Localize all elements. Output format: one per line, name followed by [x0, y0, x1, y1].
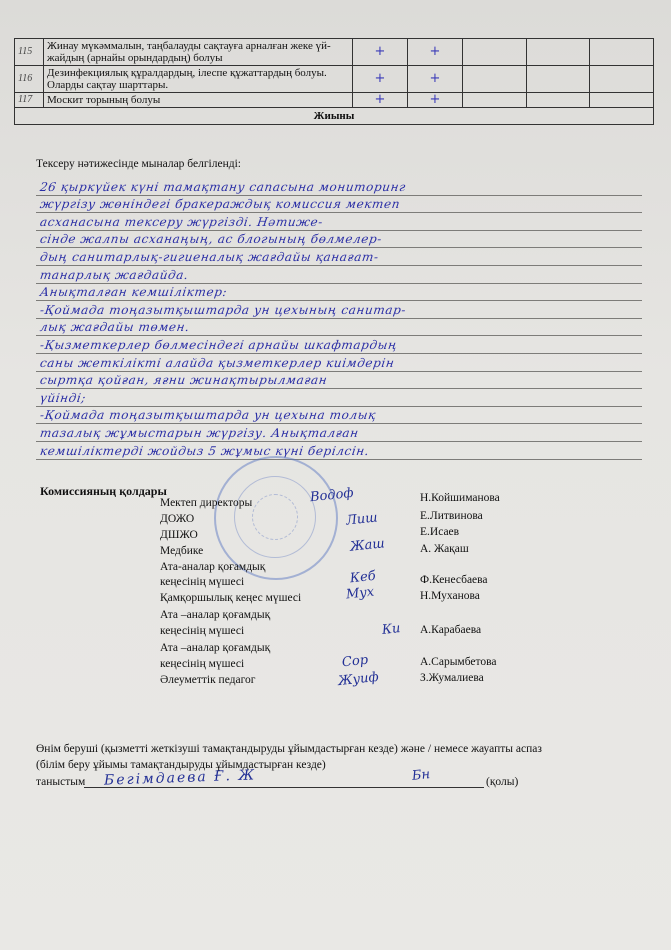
row-mark: +	[408, 39, 463, 66]
row-description: Москит торының болуы	[44, 93, 353, 108]
handwritten-signature: Лиш	[345, 510, 379, 529]
handwritten-signature: Кеб	[349, 568, 377, 587]
handwritten-signature: Жаш	[349, 536, 386, 555]
handwritten-line: саны жеткілікті алайда қызметкерлер киімдерін	[39, 355, 396, 370]
handwritten-line: үйінді;	[39, 390, 87, 405]
producer-handwritten-name: Бегімдаева Ғ. Ж	[103, 767, 257, 789]
signatory-role: ДШЖО	[160, 529, 198, 541]
handwritten-signature: Жуиф	[337, 669, 380, 690]
handwritten-signature: Водоф	[309, 485, 355, 506]
signatory-role: Мектеп директоры	[160, 497, 253, 509]
row-description: Жинау мүкәммалын, таңбалауды сақтауға арналған жеке үй-жайдың (арнайы орындардың) болуы	[44, 39, 353, 66]
row-mark: +	[353, 39, 408, 66]
handwritten-line: -Қызметкерлер бөлмесіндегі арнайы шкафтардың	[39, 337, 399, 352]
handwritten-signature: Бн	[411, 767, 431, 784]
signatory-name: Е.Литвинова	[420, 510, 483, 522]
row-description: Дезинфекциялық құралдардың, ілеспе құжаттардың болуы. Оларды сақтау шарттары.	[44, 66, 353, 93]
handwritten-line: 26 қыркүйек күні тамақтану сапасына мониторинг	[39, 179, 407, 194]
table-total-row	[15, 108, 654, 125]
producer-line-2: (білім беру ұйымы тамақтандыруды ұйымдастырған кезде)	[36, 759, 326, 771]
signatory-role: Ата –аналар қоғамдық	[160, 609, 271, 621]
signatory-name: А. Жақаш	[420, 543, 469, 555]
signatory-role: кеңесінің мүшесі	[160, 625, 245, 637]
signatory-name: А.Сарымбетова	[420, 656, 497, 668]
signatory-name: Ф.Кенесбаева	[420, 574, 488, 586]
table-row	[15, 66, 654, 93]
signatory-name: Н.Муханова	[420, 590, 480, 602]
handwritten-line: -Қоймада тоңазытқыштарда ун цехына толық	[39, 408, 377, 423]
signatory-role: Медбике	[160, 545, 204, 557]
inspection-table	[14, 38, 654, 125]
signature-hint: (қолы)	[486, 776, 519, 788]
handwritten-line: жүргізу жөніндегі бракераждық комиссия мектеп	[39, 197, 402, 212]
signatory-role: Қамқоршылық кеңес мүшесі	[160, 592, 302, 604]
signatory-role: Ата-аналар қоғамдық	[160, 561, 266, 573]
row-number: 115	[15, 39, 44, 66]
table-total: Жиыны	[15, 108, 654, 125]
handwritten-line: лық жағдайы төмен.	[39, 320, 191, 335]
handwritten-line: дың санитарлық-гигиеналық жағдайы қанағат-	[39, 249, 380, 264]
handwritten-signature: Мух	[345, 584, 375, 603]
handwritten-line: Анықталған кемшіліктер:	[39, 285, 229, 300]
producer-line-1: Өнім беруші (қызметті жеткізуші тамақтандыруды ұйымдастырған кезде) және / немесе жауапты аспаз	[36, 743, 542, 755]
table-row	[15, 39, 654, 66]
handwritten-findings	[36, 178, 642, 460]
signatory-name: Е.Исаев	[420, 526, 460, 538]
handwritten-line: асханасына тексеру жүргізді. Нәтиже-	[39, 214, 324, 229]
handwritten-line: кемшіліктерді жойдыз 5 жұмыс күні берілсін.	[39, 443, 371, 458]
row-number: 116	[15, 66, 44, 93]
signatory-role: кеңесінің мүшесі	[160, 576, 245, 588]
row-number: 117	[15, 93, 44, 108]
row-mark: +	[408, 66, 463, 93]
handwritten-signature: Ки	[381, 621, 402, 638]
handwritten-signature: Сор	[341, 652, 369, 671]
findings-heading: Тексеру нәтижесінде мыналар белгіленді:	[36, 158, 241, 170]
signatory-role: Ата –аналар қоғамдық	[160, 642, 271, 654]
handwritten-line: -Қоймада тоңазытқыштарда ун цехының санитар-	[39, 302, 408, 317]
handwritten-line: сыртқа қойған, яғни жинақтырылмаған	[39, 373, 329, 388]
signatory-name: З.Жумалиева	[420, 672, 484, 684]
producer-label: таныстым	[36, 776, 86, 788]
row-mark: +	[353, 66, 408, 93]
signatures-heading: Комиссияның қолдары	[40, 484, 167, 498]
handwritten-line: сінде жалпы асханаңың, ас блогының бөлмелер-	[39, 232, 383, 247]
signatory-role: кеңесінің мүшесі	[160, 658, 245, 670]
table-row	[15, 93, 654, 108]
signatory-name: А.Карабаева	[420, 624, 482, 636]
signatory-role: ДОЖО	[160, 513, 195, 525]
row-mark: +	[408, 93, 463, 108]
row-mark: +	[353, 93, 408, 108]
handwritten-line: танарлық жағдайда.	[39, 267, 190, 282]
handwritten-line: тазалық жұмыстарын жүргізу. Анықталған	[39, 425, 360, 440]
signatory-name: Н.Койшиманова	[420, 492, 500, 504]
signatory-role: Әлеуметтік педагог	[160, 674, 256, 686]
